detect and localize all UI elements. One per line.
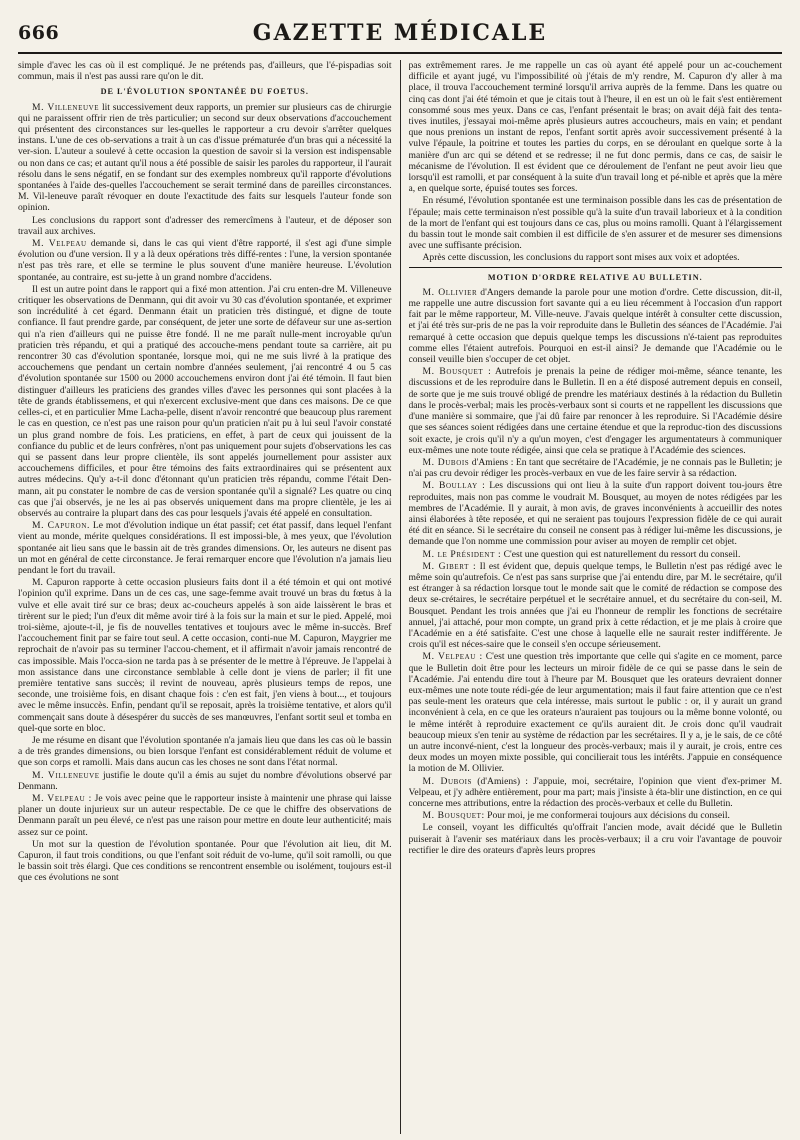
journal-title: GAZETTE MÉDICALE [252,20,548,46]
paragraph [409,810,783,821]
speaker-name: M. Boullay : [422,480,486,492]
paragraph-text: Autrefois je prenais la peine de rédiger moi-même, séance tenante, les discussions et de les reproduire dans le Bulletin. Il en a été disposé autrement depuis en conseil, de sorte que je me suis trouvé obligé de prendre les matériaux destinés à la rédaction du Bulletin dans le procès-verbal; mais les procès-verbaux sont si courts et ne rappellent les discussions que d'une manière si sommaire, que j'ai dû faire par renoncer à les reproduire. Si l'Académie désire que ses séances soient rédigées dans une certaine étendue et que la reproduc-tion des discussions soit exacte, je crois qu'il n'y a qu'un moyen, c'est d'engager les argumentateurs à communiquer eux-mêmes une note toute rédigée, ainsi que cela se pratique à l'Académie des sciences. [408,366,782,456]
paragraph [18,520,392,576]
speaker-name: M. Gibert : [422,560,477,572]
page-number: 666 [18,22,60,44]
speaker-name: M. Bousquet : [422,366,492,378]
paragraph-text: d'Amiens : En tant que secrétaire de l'Académie, je ne connais pas le Bulletin; je n'ai pas cru devoir rédiger les procès-verbaux en vue de les faire servir à sa rédaction. [408,456,782,480]
paragraph [18,238,392,283]
speaker-name: M. le Président : [422,548,502,560]
paragraph: Après cette discussion, les conclusions du rapport sont mises aux voix et adoptées. [422,252,740,264]
paragraph-text: Les discussions qui ont lieu à la suite d'un rapport doivent tou-jours être reproduites, mais non pas comme le voudrait M. Bousquet, au moyen de notes rédigées par les membres de l'Académie. Il y aurait, à mon avis, de graves inconvénients à accueillir des notes ainsi élaborées à tête reposée, et qui ne seraient pas toujours l'expression fidèle de ce qui aurait été dit en séance. Si le secrétaire du conseil ne consent pas à rédiger lui-même les discussions, je demande que l'on nomme une commission pour aviser au moyen de remplir cet objet. [408,480,782,548]
speaker-name: M. Capuron. [32,520,90,532]
paragraph [409,366,783,456]
left-column [18,60,392,1134]
section-title: MOTION D'ORDRE RELATIVE AU BULLETIN. [487,272,703,282]
speaker-name: M. Velpeau : [422,651,483,663]
speaker-name: M. Villeneuve [32,101,100,113]
paragraph: Je me résume en disant que l'évolution spontanée n'a jamais lieu que dans les cas où le bassin a de très grandes dimensions, ou bien lorsque l'enfant est considérablement réduit de volume et que son corps et ramolli. Mais dans aucun cas les choses ne sont dans l'état normal. [18,734,392,769]
paragraph: Les conclusions du rapport sont d'adresser des remercîmens à l'auteur, et de déposer son travail aux archives. [18,214,392,237]
paragraph-text: d'Angers demande la parole pour une motion d'ordre. Cette discussion, dit-il, me rappelle une autre discussion fort savante qui a eu lieu récemment à l'occasion d'un rapport fait par le même rapporteur, M. Ville-neuve. J'avais quelque intérêt à consulter cette discussion, et j'ai été très sur-pris de ne pas la voir reproduite dans le Bulletin des séances de l'Académie. J'ai remarqué à cette occasion que depuis quelque temps les discussions n'é-taient pas reproduites comme elles l'étaient autrefois. Pourquoi en est-il ainsi? Je demande que l'Académie ou le conseil veuille bien s'occuper de cet objet. [408,286,782,366]
paragraph: M. Capuron rapporte à cette occasion plusieurs faits dont il a été témoin et qui ont motivé l'opinion qu'il exprime. Dans un de ces cas, une sage-femme avait trouvé un bras du fœtus à la vulve et elle avait tiré sur ce bras; deux ac-coucheurs appelés à son aide laissèrent le bras et tirèrent sur le pied; l'un d'eux dit même avoir tiré à la fois sur la main et sur le pied. Appelé, moi troi-sième, ajoute-t-il, je fis de nouvelles tentatives et toujours avec le même in-succès. Bref l'accouchement finit par se faire tout seul. A cette occasion, conti-nue M. Capuron, Maygrier me reprochait de n'avoir pas su terminer l'accou-chement, et il affirmait n'avoir jamais rencontré de cas impossible. Mais l'occa-sion ne tarda pas à se présenter de le mettre à l'épreuve. Je l'appelai à mon assistance dans une circonstance semblable à celle dont je viens de parler; il fit une première tentative sans succès; il revint de nouveau, après plusieurs temps de repos, une seconde, une troisième fois, en disant chaque fois : c'en est fait, j'en viens à bout..., et toujours avec le même insuccès. Enfin, pendant qu'il se reposait, après la troisième tentative, et alors qu'il commençait sans doute à désespérer du succès de ses manœuvres, l'enfant sortit seul et tomba en quel-que sorte en bloc. [18,577,392,734]
paragraph [18,102,392,214]
paragraph: Il est un autre point dans le rapport qui a fixé mon attention. J'ai cru enten-dre M. Villeneuve critiquer les observations de Denmann, qui dit avoir vu 30 cas d'évolution spontanée, et exprimer son incrédulité à cet égard. Denmann était un praticien très distingué, et digne de toute confiance. Il faut prendre garde, par conséquent, de jeter une sorte de défaveur sur une as-sertion qui n'a rien d'ailleurs qui ne puisse être fondé. Il ne me paraît nulle-ment incroyable qu'un praticien très répandu, et qui a pratiqué des accouche-mens pendant toute sa carrière, ait pu rencontrer 30 cas d'évolution spontanée, lorsque moi, qui ne me suis livré à la pratique des accouchemens que pendant un certain nombre d'années seulement, j'ai rencontré 4 ou 5 cas d'évolution spontanée sur 1500 ou 2000 accouchemens environ dont j'ai été témoin. Il faut bien distinguer d'ailleurs les praticiens des grandes villes d'avec les personnes qui sont placées à la tête de grands établissemens, et qui n'exercent exclusive-ment que dans ces maisons. De ce que celles-ci, et en particulier Mme Lacha-pelle, disent n'avoir rencontré que beaucoup plus rarement le cas en question, ce n'est pas une raison pour qu'un praticien n'ait pu à lui seul l'avoir constaté un plus grand nombre de fois. Les praticiens, en effet, à part de ceux qui jouissent de la confiance du public et de leurs confrères, n'ont pas uniquement pour sujets d'observations les cas qui se passent dans leur propre clientèle, ils sont appelés journellement pour assister aux accouchemens difficiles, et pour être témoins des faits extraordinaires qui se présentent aux autres médecins. Qu'y a-t-il donc d'étonnant qu'un praticien très répandu, comme l'était Den-mann, ait pu constater le nombre de cas de version spontanée qu'il a signalé? Les quatre ou cinq cas que j'ai observés, je ne les ai pas observés uniquement dans ma propre clientèle, je les ai observés au contraire la plupart dans des cas pour lesquels j'avais été appelé en consultation. [18,283,392,519]
paragraph [409,287,783,365]
paragraph: En résumé, l'évolution spontanée est une terminaison possible dans les cas de présentation de l'épaule; mais cette terminaison n'est possible qu'à la suite d'un travail laborieux et à la condition de la mort de l'enfant qui est toujours dans ce cas, plus ou moins ramolli. Quant à l'élargissement du bassin tout le monde sait combien il est difficile de s'en assurer et de mesurer ses dimensions avec une suffisante précision. [408,195,782,252]
paragraph-text: lit successivement deux rapports, un premier sur plusieurs cas de chirurgie qui ne paraissent offrir rien de très particulier; un second sur deux observations d'accouchement qui présentent des circonstances sur les-quelles le rapporteur a cru devoir s'arrêter quelques instans. L'une de ces ob-servations a trait à un cas d'issue prématurée d'un bras qui a nécessité la ver-sion. L'auteur a soulevé à cette occasion la question de savoir si la version est indispensable ou non dans ce cas; et autant qu'il nous a été possible de saisir les paroles du rapporteur, il l'aurait résolu dans le sens négatif, en se fondant sur des exemples nombreux qu'il rapporte d'évolutions spontanées à l'aide des-quelles l'accouchement se serait terminé dans de pareilles circonstances. M. Vil-leneuve paraît révoquer en doute l'exactitude des faits sur lesquels l'auteur fonde son opinion. [18,101,392,214]
paragraph-text: C'est une question très importante que celle qui s'agite en ce moment, parce que le Bulletin doit être pour les lecteurs un miroir fidèle de ce qui se passe dans le sein de l'Académie. J'ai entendu dire tout à l'heure par M. Bousquet que les orateurs devraient donner eux-mêmes une note toute rédi-gée de leur argumentation; mais il faut faire attention que ce n'est pas seule-ment les orateurs que cela intéresse, mais surtout le public : or, il y aurait un grand inconvénient à cela, en ce que les orateurs n'auraient pas toujours ou la même bonne volonté, ou le même intérêt à reproduire exactement ce qu'ils auraient dit. Je crois donc qu'il vaudrait beaucoup mieux s'en tenir au système de rédaction par les secrétaires. Il y a, je le sais, de ce côté un autre inconvé-nient, c'est la longueur des procès-verbaux; mais il y aurait, je crois, entre ces deux modes un moyen mixte possible, qui concilierait tous les intérêts. J'appuie en conséquence la motion de M. Ollivier. [408,651,782,775]
paragraph-text: Pour moi, je me conformerai toujours aux décisions du conseil. [484,810,730,822]
text-columns [18,60,782,1134]
paragraph-text: Il est évident que, depuis quelque temps, le Bulletin n'est pas rédigé avec le même soin qu'autrefois. Ce n'est pas sans surprise que j'ai entendu dire, par M. le secrétaire, qu'il est étranger à sa rédaction lorsque tout le monde sait que le comité de rédaction se compose des deux se-crétaires, le secrétaire perpétuel et le secrétaire annuel, et du secrétaire du con-seil, M. Bousquet. Pendant les trois années que j'ai eu l'honneur de remplir les fonctions de secrétaire annuel, j'ai attaché, pour mon compte, un grand prix à cette rédaction, et je me plais à croire que l'Académie en a été satisfaite. C'est une chose à laquelle elle ne saurait rester indifférente. Je crois qu'il est néces-saire que le conseil s'en occupe sérieusement. [408,560,782,651]
speaker-name: M. Dubois [422,775,473,787]
speaker-name: M. Dubois [422,456,470,468]
paragraph-text: justifie le doute qu'il a émis au sujet du nombre d'évolutions observé par Denmann. [18,769,392,792]
speaker-name: M. Villeneuve [32,769,100,781]
section-rule [409,267,783,268]
paragraph [409,561,783,651]
paragraph [409,776,783,810]
paragraph: Un mot sur la question de l'évolution spontanée. Pour que l'évolution ait lieu, dit M. Capuron, il faut trois conditions, ou que l'enfant soit réduit de vo-lume, qu'il soit ramolli, ou que le bassin soit très élargi. Que ces conditions se rencontrent ensemble ou isolément, toujours est-il que ces évolutions ne sont [18,838,392,884]
paragraph [18,793,392,838]
section-title: DE L'ÉVOLUTION SPONTANÉE DU FOETUS. [100,87,309,97]
paragraph [409,549,783,560]
speaker-name: M. Ollivier [422,286,478,298]
paragraph [18,770,392,792]
paragraph: pas extrêmement rares. Je me rappelle un cas où ayant été appelé pour un ac-couchement difficile et ayant jugé, vu l'impossibilité où j'étais de m'y rendre, M. Capuron d'y aller à ma place, il trouva l'accouchement terminé lorsqu'il arriva auprès de la femme. Dans les quatre ou cinq cas dont j'ai été témoin et que je citais tout à l'heure, il en est un où le fait s'est entièrement consommé sous mes yeux. Dans ce cas, l'enfant présentait le bras; on avait déjà fait des tenta-tives inutiles, j'essayai moi-même après plusieurs autres accoucheurs, mais en vain; et pendant que nous prenions un instant de repos, l'enfant sortit après avoir successivement présenté à la vulve l'épaule, la poitrine et toutes les parties du corps, en se déroulant en quelque sorte à la manière d'un arc qui se détend et se redresse; il ne fut donc permis, dans ce cas, de saisir le mécanisme de l'évolution. Il est évident que ce déroulement de l'enfant ne peut avoir lieu que lorsqu'il est ramolli, et par conséquent à la suite d'un travail long et pé-nible et après que la mère a, en quelque sorte, épuisé toutes ses forces. [408,60,782,195]
paragraph [409,457,783,479]
speaker-name: M. Velpeau : [32,793,92,804]
paragraph-text: Je vois avec peine que le rapporteur insiste à maintenir une phrase qui laisse planer un doute injurieux sur un auteur respectable. De ce que le chiffre des observations de Denmann paraît un peu élevé, ce n'est pas une raison pour mettre en doute leur authenticité; mais assez sur ce point. [18,793,392,838]
paragraph [409,651,783,774]
page-header [18,18,782,54]
column-divider [400,60,401,1134]
paragraph-text: (d'Amiens) : J'appuie, moi, secrétaire, l'opinion que vient d'ex-primer M. Velpeau, et j'y adhère entièrement, pour ma part; mais j'insiste à éta-blir une distinction, en ce qui concerne mes attributions, entre la rédaction des procès-verbaux et celle du Bulletin. [408,775,782,809]
right-column [409,60,783,1134]
paragraph [409,480,783,547]
paragraph: Le conseil, voyant les difficultés qu'offrait l'ancien mode, avait décidé que le Bulletin puiserait à l'avenir ses matériaux dans les procès-verbaux; il a cru voir l'avantage de pouvoir rectifier le dire des orateurs d'après leurs propres [408,822,782,856]
speaker-name: M. Velpeau [32,238,87,250]
paragraph-text: C'est une question qui est naturellement du ressort du conseil. [501,548,741,560]
paragraph: simple d'avec les cas où il est compliqué. Je ne prétends pas, d'ailleurs, que l'é-pispadias soit commun, mais il n'est pas aussi rare qu'on le dit. [18,60,392,83]
paragraph-text: demande si, dans le cas qui vient d'être rapporté, il s'est agi d'une simple évolution ou d'une version. Il y a là deux opérations très diffé-rentes : l'une, la version spontanée n'est pas très rare, et elle se termine le plus souvent d'une manière heureuse. L'évolution spontanée, au contraire, est su-jette à un grand nombre d'accidens. [18,238,392,283]
speaker-name: M. Bousquet: [422,810,485,822]
paragraph-text: Le mot d'évolution indique un état passif; cet état passif, dans lequel l'enfant vient au monde, mérite quelques considérations. Il est impossi-ble, à mes yeux, que l'évolution spontanée ait lieu sans que le bassin ait de très grandes dimensions. Or, les auteurs ne disent pas un mot en général de cette circonstance. Je ferai remarquer encore que l'évolution n'a jamais lieu pendant le fort du travail. [18,520,392,576]
